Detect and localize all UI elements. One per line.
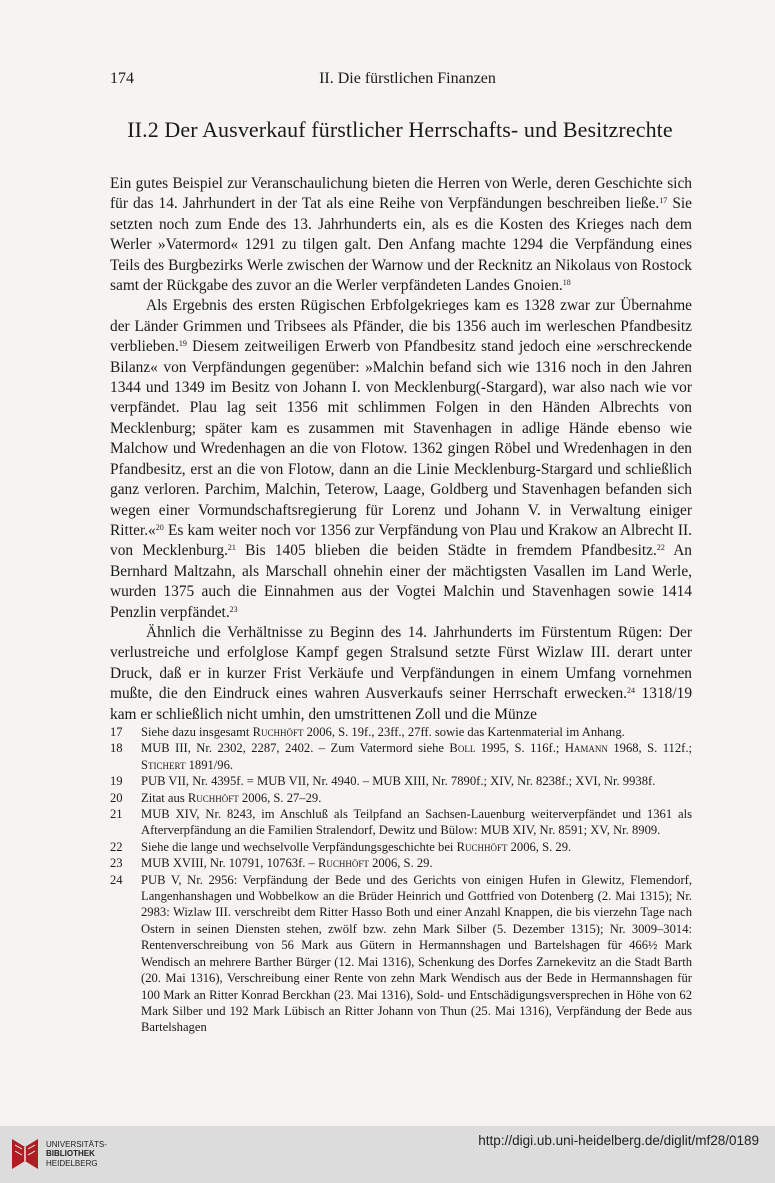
footnote [110, 855, 692, 871]
footnote [110, 773, 692, 789]
footnotes [110, 724, 692, 1036]
footnote-number: 21 [110, 807, 123, 822]
footnote [110, 790, 692, 806]
footnote-text: Siehe dazu insgesamt Ruchhöft 2006, S. 19f., 23ff., 27ff. sowie das Kartenmaterial im Anhang. [141, 725, 625, 739]
footnote-text: MUB XVIII, Nr. 10791, 10763f. – Ruchhöft 2006, S. 29. [141, 856, 433, 871]
footnote-number: 19 [110, 774, 123, 789]
footnote-marker[interactable]: 18 [562, 278, 571, 288]
library-seal-icon [10, 1137, 40, 1171]
footnote-text: Siehe die lange und wechselvolle Verpfändungsgeschichte bei Ruchhöft 2006, S. 29. [141, 839, 572, 854]
footnote-number: 22 [110, 839, 123, 854]
footnote-text: PUB V, Nr. 2956: Verpfändung der Bede und des Gerichts von einigen Hufen in Glewitz, Flemendorf, Langenhanshagen und Wobbelkow an die Brüder Heinrich und Gottfried von Dotenberg (2. Mai 1315); Nr. 2983: Wizlaw III. verschreibt dem Ritter Hasso Both und einer Anzahl Knappen, die bis vierzehn Tage nach Ostern in seinen Diensten stehen, zwölf bzw. zehn Mark Silber (5. Dezember 1315); Nr. 3009–3014: Rentenverschreibung von 56 Mark aus Gütern in Hermannshagen und Bartelshagen für 466½ Mark Wendisch an mehrere Barther Bürger (12. Mai 1316), Schenkung des Dorfes Zarnekevitz an die Stadt Barth (20. Mai 1316), Verschreibung einer Rente von zehn Mark Wendisch aus der Bede in Hermannshagen für 100 Mark an Ritter Konrad Berckhan (23. Mai 1316), Sold- und Entschädigungsversprechen in Höhe von 62 Mark Silber und 192 Mark Lübisch an Ritter Johann von Thun (25. Mai 1316), Verpfändung der Bede aus Bartelshagen [141, 872, 692, 1035]
footnote-marker[interactable]: 21 [227, 543, 236, 553]
paragraph: Als Ergebnis des ersten Rügischen Erbfolgekrieges kam es 1328 zwar zur Übernahme der Länder Grimmen und Tribsees als Pfänder, die bis 1356 auch im werleschen Pfandbesitz verblieben.$^{19}$ Diesem zeitweiligen Erwerb von Pfandbesitz stand jedoch eine »erschreckende Bilanz« von Verpfändungen gegenüber: »Malchin befand sich wie 1316 noch in den Jahren 1344 und 1349 im Besitz von Johann I. von Mecklenburg(-Stargard), war also nach wie vor verpfändet. Plau lag seit 1356 mit schlimmen Folgen in den Händen Albrechts von Mecklenburg; später kam es zusammen mit Stavenhagen in adlige Hände ebenso wie Malchow und Wredenhagen an die von Flotow. 1362 gingen Röbel und Wredenhagen in den Pfandbesitz, erst an die von Flotow, dann an die Linie Mecklenburg-Stargard und schließlich ganz verloren. Parchim, Malchin, Teterow, Laage, Goldberg und Stavenhagen befanden sich wegen einer Vormundschaftsregierung für Lorenz und Johann V. in Verwaltung einiger Ritter.«$^{20}$ Es kam weiter noch vor 1356 zur Verpfändung von Plau und Krakow an Albrecht II. von Mecklenburg.$^{21}$ Bis 1405 blieben die beiden Städte in fremdem Pfandbesitz.$^{22}$ An Bernhard Maltzahn, als Marschall ohnehin einer der mächtigsten Vasallen im Land Werle, wurden 1375 auch die Einnahmen aus der Vogtei Malchin und Stavenhagen sowie 1414 Penzlin verpfändet.$^{23}$ [110, 297, 693, 621]
footnote-marker[interactable]: 19 [178, 339, 187, 349]
footnote-marker[interactable]: 20 [155, 522, 164, 532]
footnote [110, 806, 692, 839]
logo-line: HEIDELBERG [46, 1158, 98, 1168]
source-url[interactable]: http://digi.ub.uni-heidelberg.de/diglit/mf28/0189 [478, 1133, 759, 1148]
footnote [110, 872, 692, 1036]
footnote-marker[interactable]: 17 [659, 196, 668, 206]
footnote-number: 24 [110, 872, 123, 887]
footnote-text: MUB III, Nr. 2302, 2287, 2402. – Zum Vatermord siehe Boll 1995, S. 116f.; Hamann 1968, S. 112f.; Stichert 1891/96. [141, 741, 692, 772]
logo-line: BIBLIOTHEK [46, 1149, 95, 1159]
body-text [110, 174, 692, 725]
footnote-marker[interactable]: 24 [627, 686, 636, 696]
footnote-number: 20 [110, 790, 123, 805]
library-logo[interactable] [10, 1137, 107, 1171]
footnote [110, 839, 692, 855]
footnote-number: 23 [110, 856, 123, 871]
footnote-marker[interactable]: 22 [656, 543, 665, 553]
paragraph: Ein gutes Beispiel zur Veranschaulichung bieten die Herren von Werle, deren Geschichte sich für das 14. Jahrhundert in der Tat als eine Reihe von Verpfändungen beschreiben ließe.$^{17}$ Sie setzten noch zum Ende des 13. Jahrhunderts ein, als es die Kosten des Krieges nach dem Werler »Vatermord« 1291 zu tilgen galt. Den Anfang machte 1294 die Verpfändung eines Teils des Burgbezirks Werle zwischen der Warnow und der Recknitz an Nikolaus von Rostock samt der Rückgabe des zuvor an die Werler verpfändeten Landes Gnoien.$^{18}$ [110, 175, 692, 295]
footnote-text: Zitat aus Ruchhöft 2006, S. 27–29. [141, 790, 322, 805]
footnote [110, 724, 692, 740]
logo-line: UNIVERSITÄTS- [46, 1139, 107, 1149]
footnote [110, 740, 692, 773]
footnote-number: 18 [110, 741, 123, 756]
footnote-text: PUB VII, Nr. 4395f. = MUB VII, Nr. 4940. – MUB XIII, Nr. 7890f.; XIV, Nr. 8238f.; XVI, Nr. 9938f. [141, 774, 656, 789]
footnote-marker[interactable]: 23 [229, 604, 238, 614]
running-title: II. Die fürstlichen Finanzen [319, 70, 496, 87]
page-number: 174 [110, 70, 134, 87]
footnote-number: 17 [110, 725, 123, 739]
section-title: II.2 Der Ausverkauf fürstlicher Herrschafts- und Besitzrechte [127, 117, 673, 142]
paragraph: Ähnlich die Verhältnisse zu Beginn des 14. Jahrhunderts im Fürstentum Rügen: Der verlustreiche und erfolglose Kampf gegen Stralsund setzte Fürst Wizlaw III. derart unter Druck, daß er in kurzer Frist Verkäufe und Verpfändungen in einem Umfang vornehmen mußte, die den Eindruck eines wahren Ausverkaufs seiner Herrschaft erwecken.$^{24}$ 1318/19 kam er schließlich nicht umhin, den umstrittenen Zoll und die Münze [110, 623, 693, 723]
footnote-text: MUB XIV, Nr. 8243, im Anschluß als Teilpfand an Sachsen-Lauenburg weiterverpfändet und 1361 als Afterverpfändung an die Familien Stralendorf, Dewitz und Bülow: MUB XIV, Nr. 8591; XV, Nr. 8909. [141, 807, 692, 838]
